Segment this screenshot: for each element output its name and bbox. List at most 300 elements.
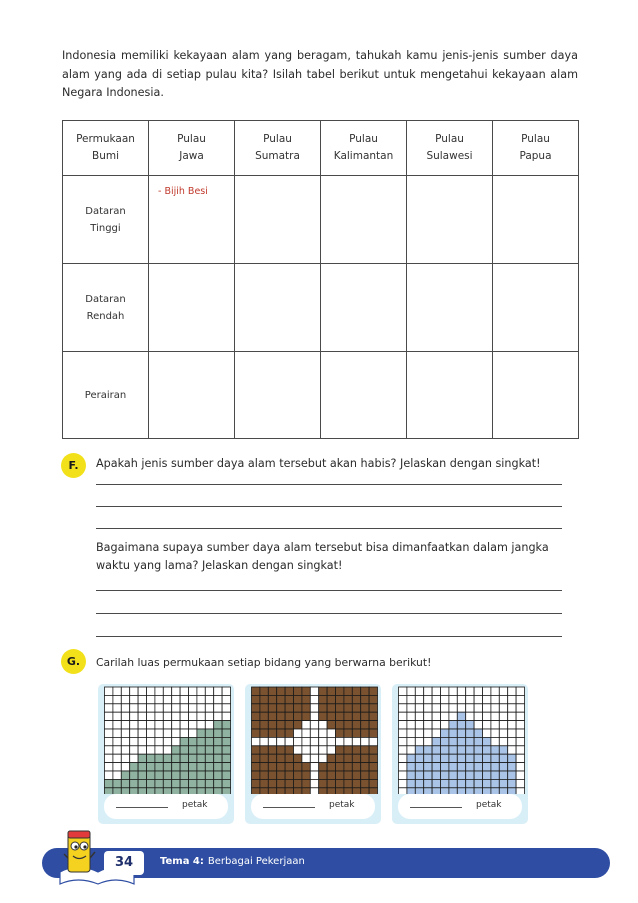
grid-cell [415, 721, 423, 729]
grid-cell [457, 737, 465, 745]
grid-cell [222, 695, 230, 703]
grid-cell [163, 779, 171, 787]
grid-cell [121, 729, 129, 737]
grid-cell [369, 721, 377, 729]
grid-cell [214, 779, 222, 787]
grid-cell [344, 746, 352, 754]
grid-cell [147, 737, 155, 745]
grid-cell [147, 771, 155, 779]
grid-cell [369, 712, 377, 720]
grid-cell [424, 771, 432, 779]
page-number: 34 [104, 851, 144, 875]
grid-cell [260, 779, 268, 787]
grid-cell [466, 721, 474, 729]
grid-cell [252, 763, 260, 771]
grid-cell [491, 729, 499, 737]
grid-cell [130, 687, 138, 695]
grid-cell [449, 746, 457, 754]
grid-cell [424, 712, 432, 720]
grid-cell [252, 721, 260, 729]
grid-cell [399, 746, 407, 754]
grid-cell [415, 687, 423, 695]
grid-cell [352, 704, 360, 712]
grid-cell [172, 695, 180, 703]
grid-cell [310, 695, 318, 703]
grid-cell [327, 721, 335, 729]
grid-cell [172, 721, 180, 729]
grid-cell [415, 763, 423, 771]
grid-cell [457, 763, 465, 771]
grid-cell [138, 721, 146, 729]
grid-cell [399, 704, 407, 712]
grid-cell [260, 737, 268, 745]
grid-cell [336, 695, 344, 703]
grid-cell [189, 754, 197, 762]
grid-cell [197, 729, 205, 737]
grid-cell [214, 729, 222, 737]
grid-cell [180, 763, 188, 771]
grid-cell [268, 763, 276, 771]
grid-cell [361, 695, 369, 703]
grid-cell [319, 754, 327, 762]
grid-cell [516, 788, 524, 794]
grid-cell [352, 737, 360, 745]
grid-cell [285, 737, 293, 745]
intro-paragraph: Indonesia memiliki kekayaan alam yang beragam, tahukah kamu jenis-jenis sumber daya alam yang ada di setiap pulau kita? Isilah tabel berikut untuk mengetahui kekayaan alam Negara Indonesia. [62, 49, 578, 99]
grid-cell [138, 771, 146, 779]
grid-cell [319, 737, 327, 745]
grid-cell [260, 729, 268, 737]
grid-cell [189, 712, 197, 720]
grid-cell [113, 704, 121, 712]
grid-cell [319, 729, 327, 737]
grid-figure-2 [245, 684, 381, 794]
grid-cell [252, 779, 260, 787]
grid-cell [310, 687, 318, 695]
grid-cell [147, 729, 155, 737]
question-f1: Apakah jenis sumber daya alam tersebut akan habis? Jelaskan dengan singkat! [96, 457, 541, 470]
grid-cell [466, 695, 474, 703]
grid-cell [252, 737, 260, 745]
header-cell: Pulau Jawa [149, 121, 235, 176]
grid-cell [319, 695, 327, 703]
grid-cell [105, 779, 113, 787]
grid-cell [508, 737, 516, 745]
grid-cell [466, 737, 474, 745]
grid-cell [352, 687, 360, 695]
grid-cell [361, 746, 369, 754]
grid-cell [302, 704, 310, 712]
grid-cell [344, 729, 352, 737]
grid-cell [441, 779, 449, 787]
answer-cell[interactable] [407, 176, 493, 264]
grid-cell [474, 721, 482, 729]
header-cell: Pulau Papua [493, 121, 579, 176]
grid-cell [180, 737, 188, 745]
grid-cell [302, 695, 310, 703]
grid-cell [130, 695, 138, 703]
grid-cell [260, 695, 268, 703]
grid-cell [449, 779, 457, 787]
grid-cell [508, 746, 516, 754]
grid-cell [361, 729, 369, 737]
grid-cell [424, 695, 432, 703]
grid-cell [163, 729, 171, 737]
grid-cell [172, 704, 180, 712]
grid-cell [277, 779, 285, 787]
grid-cell [197, 721, 205, 729]
grid-cell [432, 721, 440, 729]
grid-cell [499, 779, 507, 787]
grid-cell [516, 712, 524, 720]
grid-cell [105, 712, 113, 720]
grid-cell [399, 779, 407, 787]
grid-cell [352, 695, 360, 703]
grid-cell [424, 687, 432, 695]
grid-cell [407, 695, 415, 703]
grid-cell [424, 729, 432, 737]
grid-cell [285, 763, 293, 771]
grid-cell [310, 729, 318, 737]
grid-cell [441, 746, 449, 754]
grid-cell [319, 763, 327, 771]
grid-cell [260, 754, 268, 762]
grid-cell [491, 721, 499, 729]
grid-cell [180, 695, 188, 703]
grid-cell [474, 687, 482, 695]
grid-cell [441, 721, 449, 729]
grid-cell [352, 771, 360, 779]
grid-cell [214, 737, 222, 745]
grid-cell [449, 771, 457, 779]
grid-cell [214, 712, 222, 720]
grid-cell [214, 721, 222, 729]
answer-line[interactable] [96, 613, 562, 614]
grid-cell [432, 746, 440, 754]
grid-cell [277, 712, 285, 720]
grid-cell [252, 704, 260, 712]
grid-cell [222, 746, 230, 754]
answer-cell[interactable] [407, 352, 493, 439]
grid-cell [172, 737, 180, 745]
grid-card-3 [392, 684, 528, 824]
grid-cell [508, 721, 516, 729]
answer-line[interactable] [96, 484, 562, 485]
area-answer-box [251, 794, 375, 819]
grid-cell [336, 729, 344, 737]
grid-cell [197, 712, 205, 720]
grid-cell [222, 721, 230, 729]
grid-cell [310, 771, 318, 779]
grid-cell [499, 771, 507, 779]
grid-cell [205, 746, 213, 754]
grid-cell [415, 695, 423, 703]
grid-cell [483, 763, 491, 771]
grid-cell [457, 721, 465, 729]
answer-cell[interactable] [149, 176, 235, 264]
grid-cell [415, 779, 423, 787]
grid-cell [336, 754, 344, 762]
grid-cell [294, 712, 302, 720]
grid-cell [285, 704, 293, 712]
grid-cell [432, 729, 440, 737]
grid-cell [327, 771, 335, 779]
grid-cell [172, 763, 180, 771]
grid-cell [432, 754, 440, 762]
grid-cell [268, 695, 276, 703]
grid-cell [172, 729, 180, 737]
grid-cell [189, 746, 197, 754]
grid-cell [121, 737, 129, 745]
grid-cell [163, 737, 171, 745]
grid-cell [415, 746, 423, 754]
grid-cell [302, 779, 310, 787]
grid-cell [105, 687, 113, 695]
grid-cell [466, 779, 474, 787]
grid-cell [369, 754, 377, 762]
grid-cell [474, 695, 482, 703]
grid-cell [457, 729, 465, 737]
grid-cell [344, 754, 352, 762]
grid-cell [294, 754, 302, 762]
grid-cell [222, 737, 230, 745]
grid-cell [113, 746, 121, 754]
grid-cell [424, 721, 432, 729]
section-f-badge: F. [61, 453, 86, 478]
answer-line[interactable] [96, 506, 562, 507]
grid-cell [441, 763, 449, 771]
grid-cell [369, 763, 377, 771]
grid-cell [205, 729, 213, 737]
grid-cell [457, 754, 465, 762]
grid-cell [516, 779, 524, 787]
grid-cell [310, 704, 318, 712]
grid-cell [172, 754, 180, 762]
grid-cell [336, 687, 344, 695]
grid-cell [222, 788, 230, 794]
answer-cell[interactable] [321, 352, 407, 439]
grid-cell [457, 771, 465, 779]
grid-cell [180, 687, 188, 695]
answer-line[interactable] [96, 636, 562, 637]
grid-cell [361, 754, 369, 762]
grid-cell [491, 704, 499, 712]
grid-cell [466, 687, 474, 695]
grid-cell [172, 779, 180, 787]
grid-cell [491, 754, 499, 762]
grid-cell [441, 771, 449, 779]
grid-cell [407, 763, 415, 771]
grid-cell [277, 729, 285, 737]
grid-cell [483, 771, 491, 779]
grid-cell [344, 712, 352, 720]
answer-cell[interactable] [493, 352, 579, 439]
grid-cell [294, 779, 302, 787]
unit-label: petak [182, 800, 208, 810]
section-g-badge: G. [61, 649, 86, 674]
grid-cell [163, 771, 171, 779]
grid-cell [508, 763, 516, 771]
grid-cell [483, 704, 491, 712]
grid-cell [163, 695, 171, 703]
grid-cell [214, 687, 222, 695]
grid-cell [222, 754, 230, 762]
grid-cell [147, 695, 155, 703]
grid-cell [155, 754, 163, 762]
grid-cell [466, 729, 474, 737]
grid-cell [113, 737, 121, 745]
grid-cell [432, 763, 440, 771]
row-label: Perairan [63, 352, 149, 439]
grid-cell [474, 704, 482, 712]
grid-figure-1 [98, 684, 234, 794]
grid-cell [424, 779, 432, 787]
grid-cell [310, 737, 318, 745]
grid-cell [268, 754, 276, 762]
area-answer-blank[interactable] [410, 807, 462, 808]
grid-cell [130, 704, 138, 712]
grid-cell [508, 712, 516, 720]
grid-cell [214, 746, 222, 754]
grid-cell [252, 788, 260, 794]
grid-cell [105, 746, 113, 754]
grid-cell [252, 746, 260, 754]
grid-cell [352, 746, 360, 754]
grid-cell [277, 687, 285, 695]
answer-cell[interactable] [407, 264, 493, 352]
grid-cell [294, 721, 302, 729]
grid-cell [441, 695, 449, 703]
grid-cell [130, 754, 138, 762]
grid-cell [302, 687, 310, 695]
grid-cell [197, 737, 205, 745]
answer-cell[interactable] [321, 176, 407, 264]
grid-cell [407, 729, 415, 737]
grid-cell [222, 704, 230, 712]
answer-cell[interactable] [149, 352, 235, 439]
grid-cell [294, 737, 302, 745]
grid-cell [113, 687, 121, 695]
grid-cell [214, 754, 222, 762]
grid-cell [327, 746, 335, 754]
grid-cell [361, 771, 369, 779]
grid-cell [222, 687, 230, 695]
answer-cell[interactable] [235, 264, 321, 352]
grid-cell [138, 737, 146, 745]
grid-cell [407, 737, 415, 745]
answer-line[interactable] [96, 528, 562, 529]
answer-cell[interactable] [321, 264, 407, 352]
grid-cell [147, 721, 155, 729]
grid-cell [352, 754, 360, 762]
grid-cell [260, 721, 268, 729]
grid-cell [483, 712, 491, 720]
grid-cell [205, 704, 213, 712]
grid-cell [205, 754, 213, 762]
grid-cell [163, 687, 171, 695]
grid-cell [277, 695, 285, 703]
grid-cell [415, 704, 423, 712]
grid-cell [268, 712, 276, 720]
grid-cell [294, 771, 302, 779]
grid-cell [252, 771, 260, 779]
answer-cell[interactable] [493, 264, 579, 352]
grid-cell [172, 746, 180, 754]
grid-cell [121, 771, 129, 779]
grid-cell [121, 754, 129, 762]
answer-cell[interactable] [235, 176, 321, 264]
grid-cell [474, 763, 482, 771]
grid-cell [516, 729, 524, 737]
grid-cell [155, 746, 163, 754]
grid-cell [361, 704, 369, 712]
grid-cell [268, 687, 276, 695]
answer-cell[interactable] [149, 264, 235, 352]
grid-cell [180, 704, 188, 712]
grid-cell [197, 687, 205, 695]
grid-cell [189, 779, 197, 787]
grid-cell [189, 763, 197, 771]
grid-cell [205, 687, 213, 695]
grid-cell [327, 695, 335, 703]
grid-cell [407, 687, 415, 695]
grid-cell [163, 704, 171, 712]
grid-cell [424, 763, 432, 771]
grid-cell [130, 771, 138, 779]
area-answer-blank[interactable] [263, 807, 315, 808]
grid-cell [180, 779, 188, 787]
grid-cell [441, 729, 449, 737]
grid-cell [424, 704, 432, 712]
grid-cell [466, 712, 474, 720]
grid-cell [268, 779, 276, 787]
grid-cell [302, 771, 310, 779]
grid-cell [121, 687, 129, 695]
grid-cell [214, 704, 222, 712]
grid-cell [155, 737, 163, 745]
grid-cell [449, 721, 457, 729]
grid-cell [457, 779, 465, 787]
grid-cell [155, 712, 163, 720]
grid-cell [302, 763, 310, 771]
grid-cell [499, 695, 507, 703]
grid-cell [260, 712, 268, 720]
grid-cell [105, 771, 113, 779]
grid-cell [302, 712, 310, 720]
grid-cell [516, 746, 524, 754]
grid-cell [260, 771, 268, 779]
grid-cell [508, 704, 516, 712]
grid-cell [415, 771, 423, 779]
grid-cell [369, 737, 377, 745]
answer-line[interactable] [96, 590, 562, 591]
grid-cell [105, 695, 113, 703]
grid-cell [155, 721, 163, 729]
grid-cell [285, 687, 293, 695]
area-answer-blank[interactable] [116, 807, 168, 808]
table-row [63, 352, 579, 439]
grid-cell [441, 737, 449, 745]
grid-cell [361, 763, 369, 771]
grid-cell [180, 712, 188, 720]
grid-cell [369, 729, 377, 737]
grid-cell [407, 746, 415, 754]
grid-cell [277, 737, 285, 745]
grid-cell [415, 712, 423, 720]
answer-cell[interactable] [493, 176, 579, 264]
grid-cell [483, 721, 491, 729]
answer-cell[interactable] [235, 352, 321, 439]
